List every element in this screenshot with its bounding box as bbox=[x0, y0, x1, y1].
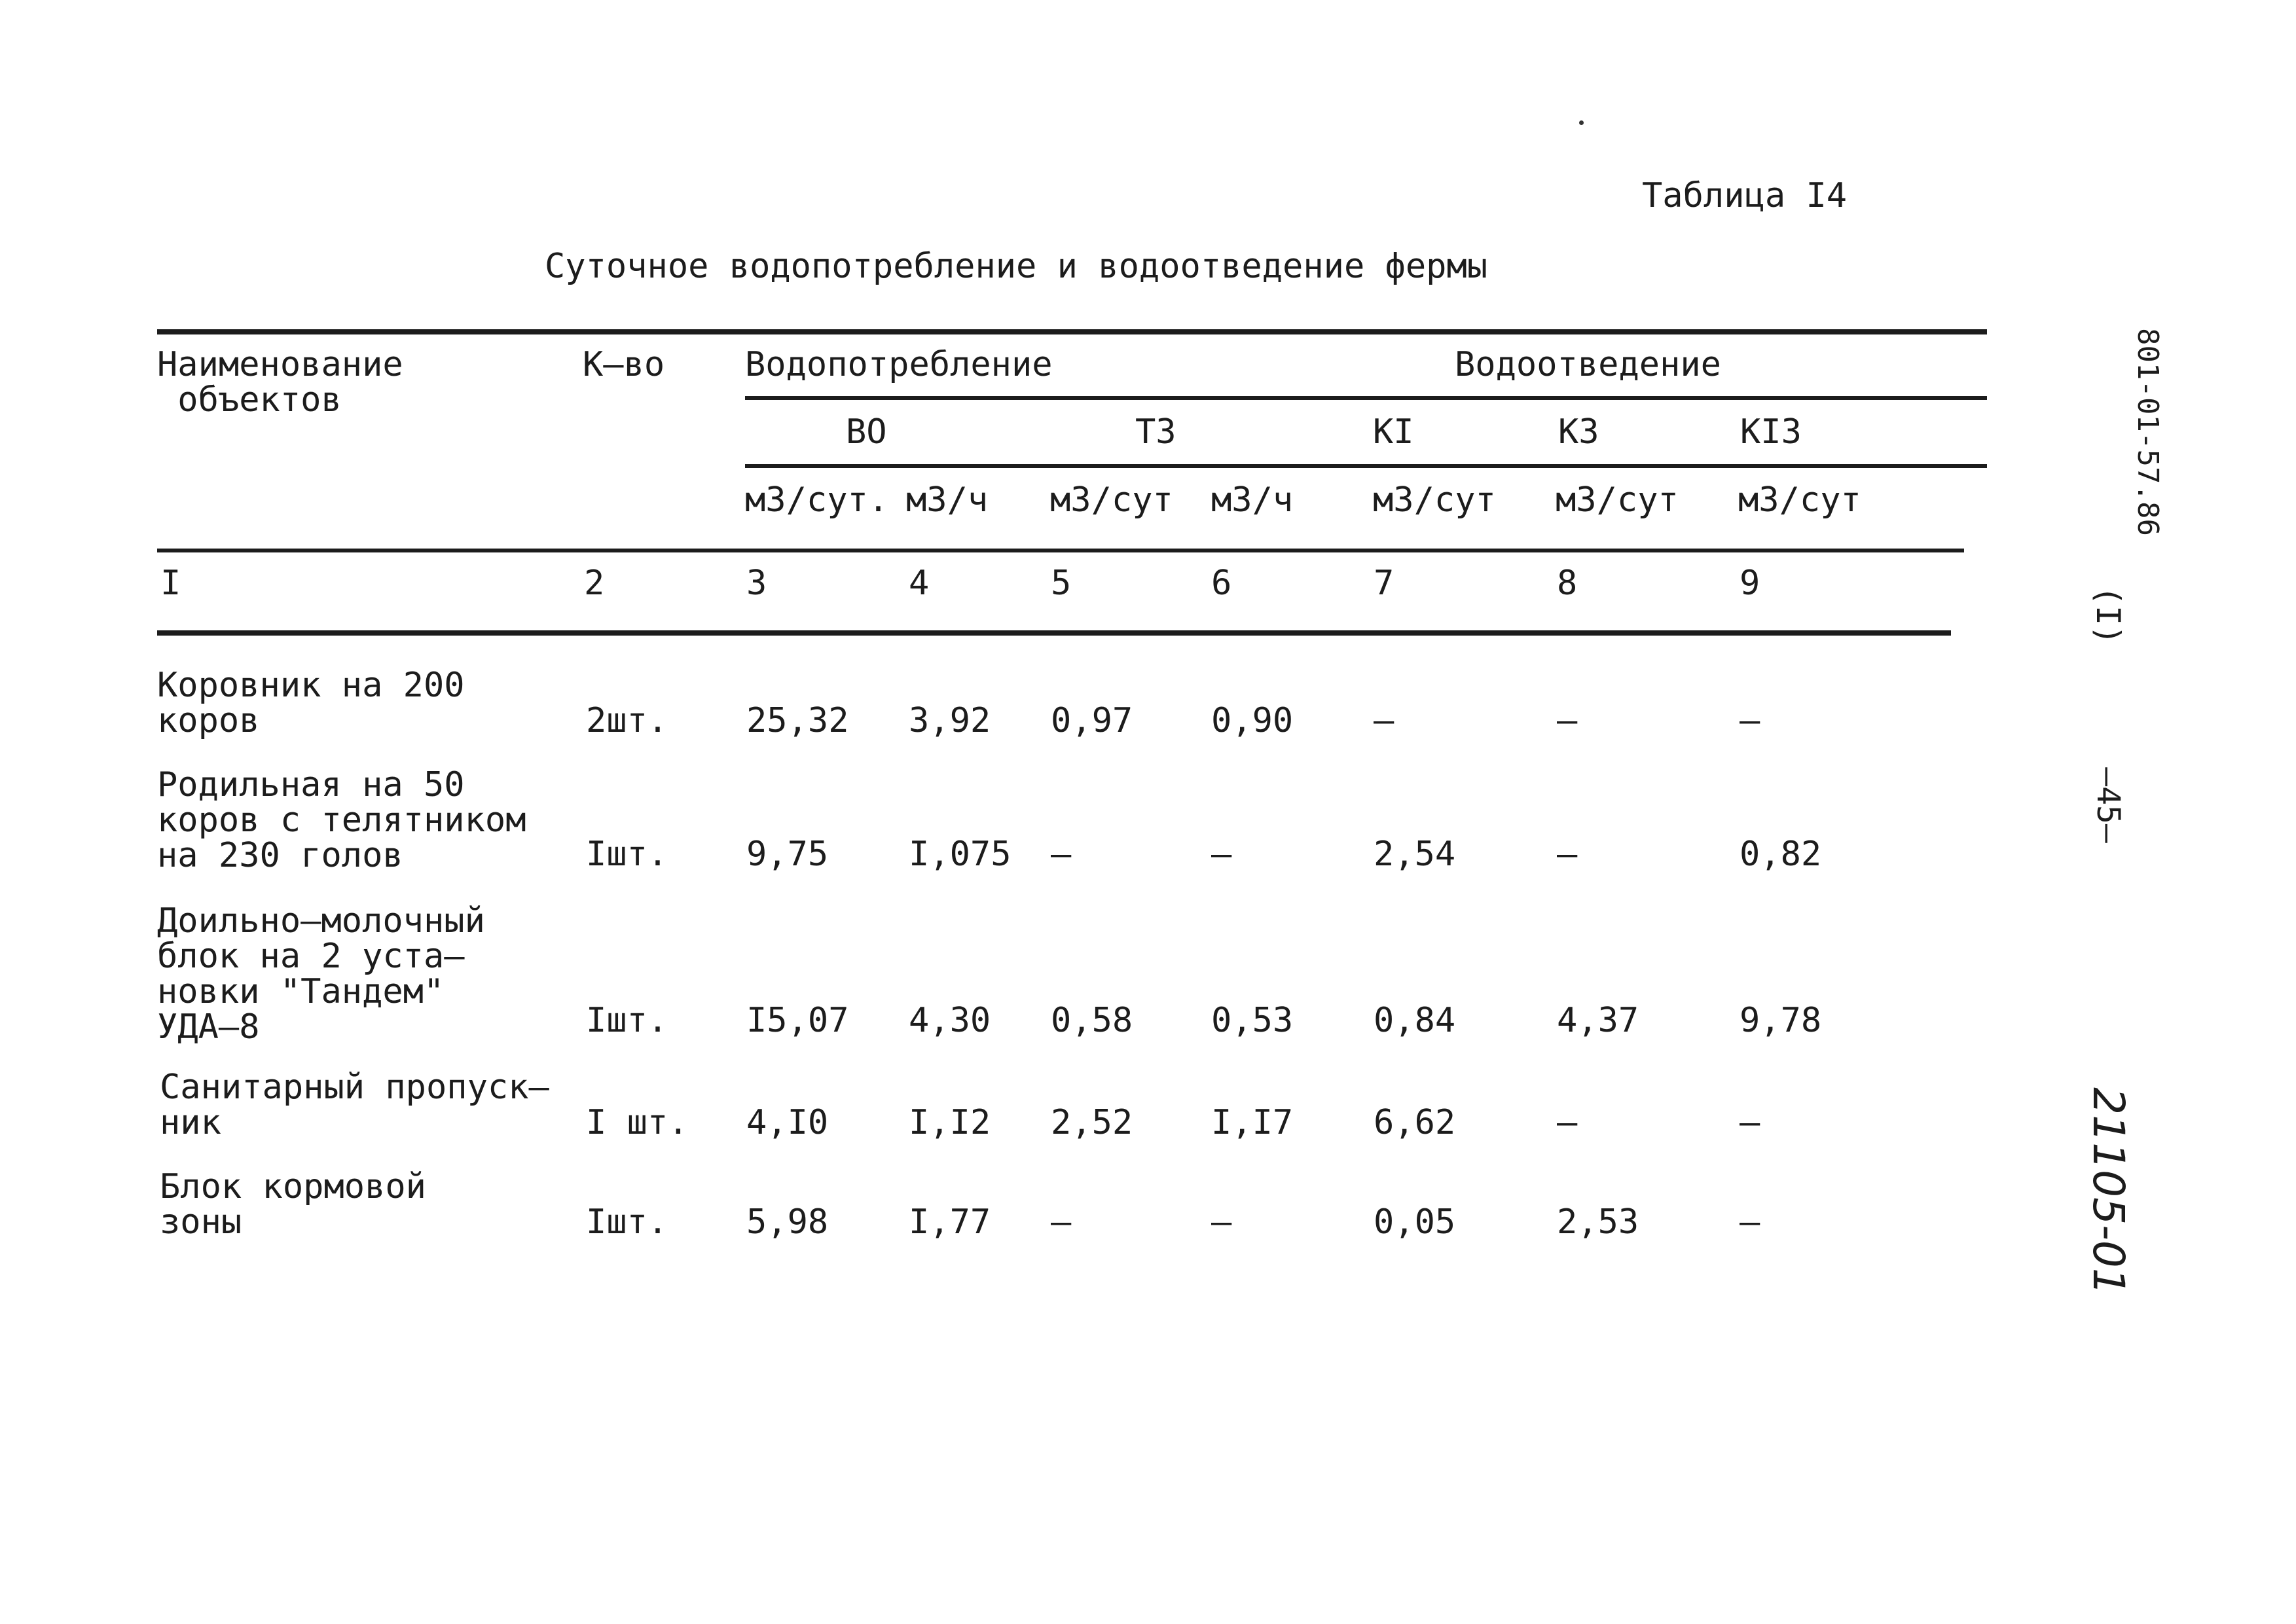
row-2-col8: – bbox=[1557, 835, 1578, 874]
row-3-col4: 4,30 bbox=[909, 1001, 991, 1040]
row-3-col7: 0,84 bbox=[1374, 1001, 1456, 1040]
margin-page-number: –45– bbox=[2090, 767, 2126, 843]
row-5-col4: I,77 bbox=[909, 1202, 991, 1242]
row-1-col5: 0,97 bbox=[1051, 701, 1133, 740]
unit-col4: м3/ч bbox=[906, 480, 989, 520]
row-2-col4: I,075 bbox=[909, 835, 1011, 874]
row-3-col5: 0,58 bbox=[1051, 1001, 1133, 1040]
row-4-col8: – bbox=[1557, 1103, 1578, 1142]
header-qty: К–во bbox=[583, 345, 665, 384]
row-2-name: Родильная на 50 коров с телятником на 230 голов bbox=[157, 765, 526, 875]
row-1-col7: – bbox=[1374, 701, 1394, 740]
colnum-8: 8 bbox=[1557, 564, 1578, 603]
row-2-qty: Iшт. bbox=[586, 835, 668, 874]
row-4-col3: 4,I0 bbox=[746, 1103, 829, 1142]
row-1-col4: 3,92 bbox=[909, 701, 991, 740]
unit-col9: м3/сут bbox=[1738, 480, 1861, 520]
rule-top bbox=[157, 329, 1987, 334]
margin-album: (I) bbox=[2089, 585, 2127, 645]
row-1-name: Коровник на 200 коров bbox=[157, 666, 465, 740]
row-1-qty: 2шт. bbox=[586, 701, 668, 740]
unit-col5: м3/сут bbox=[1050, 480, 1173, 520]
row-5-col5: – bbox=[1051, 1202, 1072, 1242]
colnum-3: 3 bbox=[746, 564, 767, 603]
row-3-name: Доильно–молочный блок на 2 уста– новки "Тандем" УДА–8 bbox=[157, 901, 485, 1047]
header-name: Наименование объектов bbox=[157, 345, 403, 420]
row-2-col3: 9,75 bbox=[746, 835, 829, 874]
row-5-col9: – bbox=[1740, 1202, 1760, 1242]
row-4-col6: I,I7 bbox=[1211, 1103, 1294, 1142]
colnum-4: 4 bbox=[909, 564, 930, 603]
margin-handwritten-number: 21105-01 bbox=[2083, 1087, 2134, 1295]
row-2-col5: – bbox=[1051, 835, 1072, 874]
row-2-col9: 0,82 bbox=[1740, 835, 1822, 874]
table-number: Таблица I4 bbox=[1642, 176, 1848, 215]
row-1-col9: – bbox=[1740, 701, 1760, 740]
row-3-col3: I5,07 bbox=[746, 1001, 849, 1040]
colnum-6: 6 bbox=[1211, 564, 1232, 603]
row-4-name: Санитарный пропуск– ник bbox=[160, 1068, 549, 1142]
row-4-col4: I,I2 bbox=[909, 1103, 991, 1142]
row-5-col7: 0,05 bbox=[1374, 1202, 1456, 1242]
colnum-2: 2 bbox=[584, 564, 605, 603]
row-5-qty: Iшт. bbox=[586, 1202, 668, 1242]
header-consumption: Водопотребление bbox=[745, 345, 1053, 384]
row-3-col8: 4,37 bbox=[1557, 1001, 1639, 1040]
row-4-col5: 2,52 bbox=[1051, 1103, 1133, 1142]
row-4-qty: I шт. bbox=[586, 1103, 689, 1142]
row-5-col6: – bbox=[1211, 1202, 1232, 1242]
row-2-col6: – bbox=[1211, 835, 1232, 874]
row-3-col6: 0,53 bbox=[1211, 1001, 1294, 1040]
colnum-1: I bbox=[160, 564, 181, 603]
rule-units bbox=[157, 549, 1964, 552]
row-1-col6: 0,90 bbox=[1211, 701, 1294, 740]
row-3-qty: Iшт. bbox=[586, 1001, 668, 1040]
unit-col6: м3/ч bbox=[1211, 480, 1294, 520]
header-sub-k13: КIЗ bbox=[1740, 412, 1802, 452]
header-disposal: Водоотведение bbox=[1455, 345, 1721, 384]
row-1-col8: – bbox=[1557, 701, 1578, 740]
row-2-col7: 2,54 bbox=[1374, 835, 1456, 874]
table-title: Суточное водопотребление и водоотведение фермы bbox=[545, 247, 1488, 286]
colnum-5: 5 bbox=[1051, 564, 1072, 603]
unit-col3: м3/сут. bbox=[745, 480, 889, 520]
rule-sub bbox=[745, 464, 1987, 468]
header-sub-k3: КЗ bbox=[1558, 412, 1599, 452]
row-5-name: Блок кормовой зоны bbox=[160, 1167, 426, 1242]
margin-doc-code: 801-01-57.86 bbox=[2131, 328, 2164, 536]
colnum-9: 9 bbox=[1740, 564, 1760, 603]
rule-colnums bbox=[157, 630, 1951, 636]
rule-group bbox=[745, 396, 1987, 400]
row-4-col7: 6,62 bbox=[1374, 1103, 1456, 1142]
row-5-col8: 2,53 bbox=[1557, 1202, 1639, 1242]
colnum-7: 7 bbox=[1374, 564, 1394, 603]
row-4-col9: – bbox=[1740, 1103, 1760, 1142]
header-sub-k1: КI bbox=[1373, 412, 1414, 452]
row-1-col3: 25,32 bbox=[746, 701, 849, 740]
unit-col8: м3/сут bbox=[1556, 480, 1679, 520]
header-sub-vo: ВО bbox=[846, 412, 887, 452]
row-5-col3: 5,98 bbox=[746, 1202, 829, 1242]
header-sub-tz: ТЗ bbox=[1135, 412, 1176, 452]
unit-col7: м3/сут bbox=[1373, 480, 1496, 520]
row-3-col9: 9,78 bbox=[1740, 1001, 1822, 1040]
scan-speck bbox=[1579, 120, 1584, 125]
